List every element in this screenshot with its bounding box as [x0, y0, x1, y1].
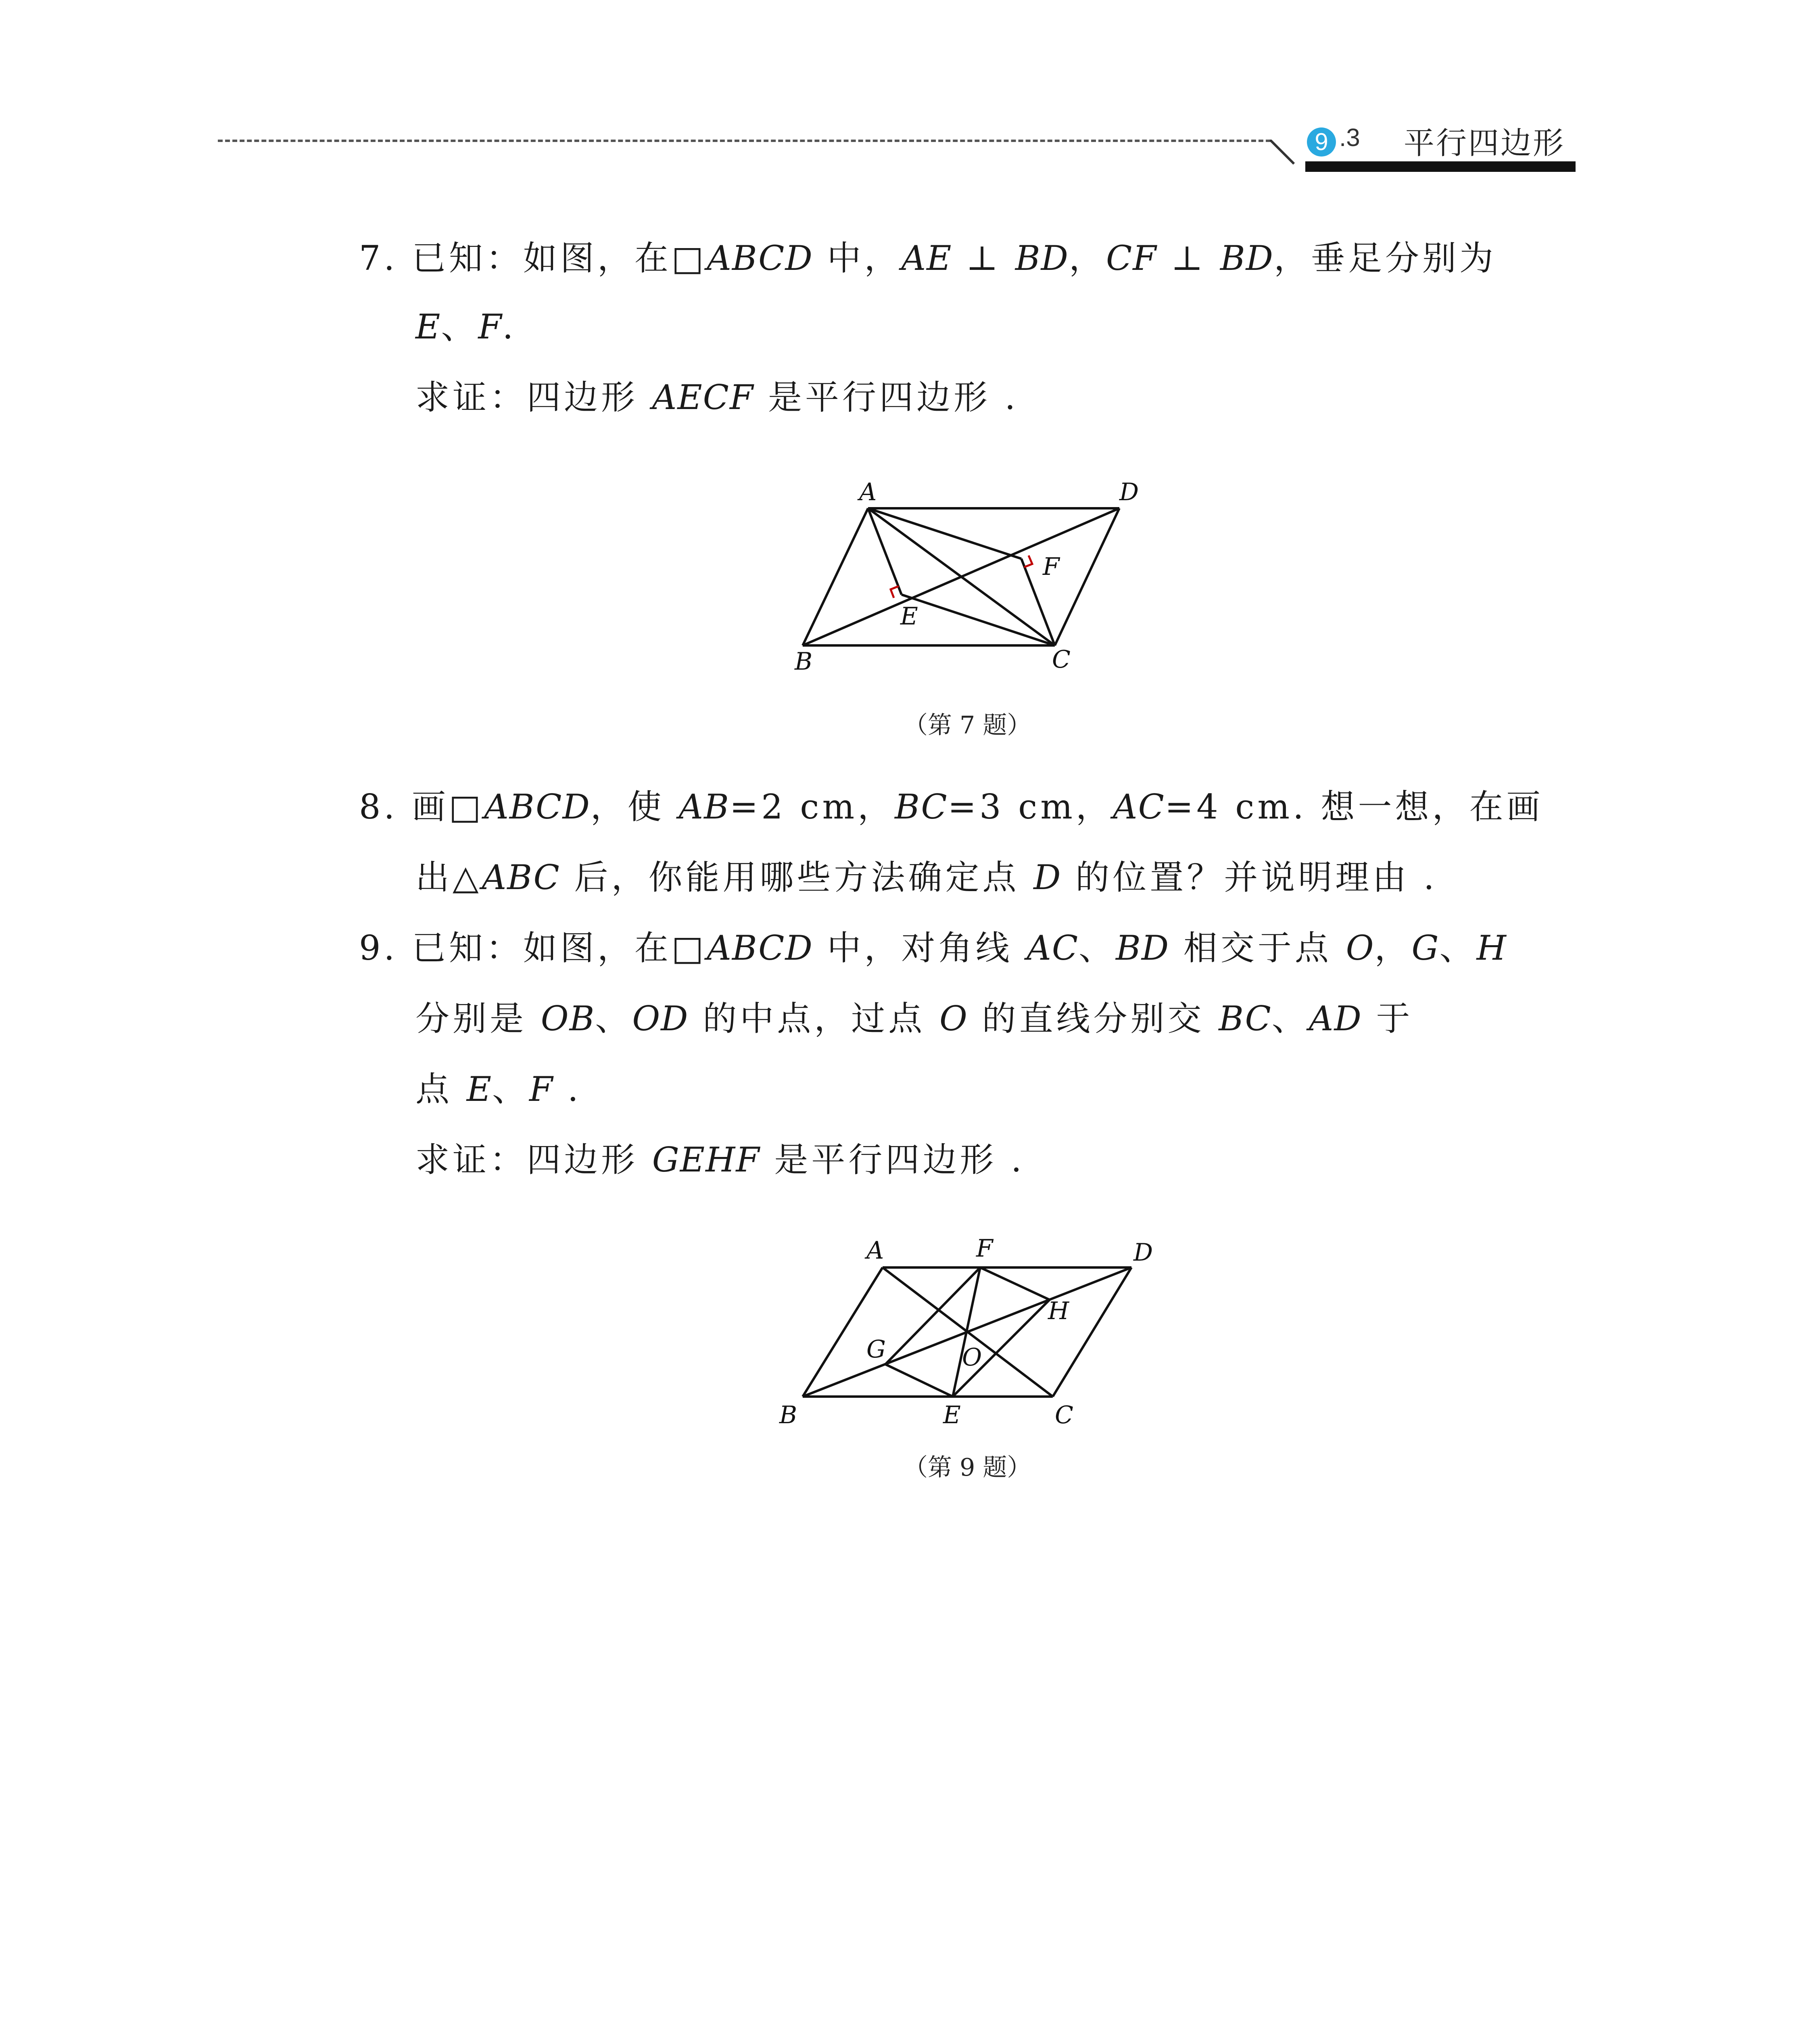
- fig7-label-d: D: [1119, 478, 1139, 506]
- fig7-label-e: E: [900, 602, 918, 631]
- q8-line1: 8. 画□ABCD，使 AB=2 cm，BC=3 cm，AC=4 cm. 想一想，在画: [359, 787, 1544, 827]
- fig9-edge-dc: [1053, 1267, 1131, 1397]
- q7-line1: 7. 已知：如图，在□ABCD 中，AE ⊥ BD，CF ⊥ BD，垂足分别为: [359, 238, 1497, 278]
- header-bar: [1305, 161, 1576, 172]
- fig9-line-ef: [953, 1267, 980, 1397]
- fig9-label-d: D: [1133, 1238, 1153, 1267]
- figure-7: [766, 468, 1178, 695]
- q7-line3: 求证：四边形 AECF 是平行四边形 .: [415, 378, 1019, 417]
- fig7-segment-af: [868, 508, 1021, 559]
- q8-line2: 出△ABC 后，你能用哪些方法确定点 D 的位置？并说明理由 .: [415, 858, 1438, 897]
- fig9-label-o: O: [962, 1343, 982, 1372]
- q9-line2: 分别是 OB、OD 的中点，过点 O 的直线分别交 BC、AD 于: [415, 999, 1413, 1038]
- fig7-edge-dc: [1055, 508, 1119, 645]
- q9-line4: 求证：四边形 GEHF 是平行四边形 .: [415, 1140, 1025, 1180]
- fig9-label-c: C: [1055, 1401, 1073, 1429]
- figure-7-caption: （第 7 题）: [904, 711, 1031, 739]
- fig9-label-a: A: [866, 1236, 884, 1265]
- figure-9-caption: （第 9 题）: [904, 1453, 1031, 1482]
- q9-line1: 9. 已知：如图，在□ABCD 中，对角线 AC、BD 相交于点 O，G、H: [359, 928, 1507, 968]
- fig7-label-b: B: [795, 647, 813, 676]
- fig9-label-b: B: [779, 1401, 797, 1429]
- fig9-edge-ab: [803, 1267, 883, 1397]
- fig7-diagonal-ac: [868, 508, 1055, 645]
- fig7-segment-ec: [902, 595, 1055, 645]
- fig9-label-h: H: [1048, 1297, 1069, 1325]
- figure-7-svg: [766, 468, 1178, 694]
- q9-line3: 点 E、F .: [415, 1069, 582, 1109]
- chapter-badge: 9: [1307, 127, 1336, 157]
- section-number: .3: [1339, 124, 1360, 152]
- fig7-label-a: A: [859, 478, 877, 506]
- q7-line2: E、F.: [415, 307, 517, 347]
- fig7-label-f: F: [1043, 553, 1060, 581]
- section-title: 平行四边形: [1404, 125, 1565, 161]
- header-dashed-rule: [218, 140, 1271, 142]
- figure-9: [766, 1218, 1178, 1446]
- figure-9-svg: [766, 1218, 1178, 1444]
- fig7-right-angle-f: [1024, 555, 1032, 567]
- fig9-label-g: G: [866, 1335, 886, 1363]
- fig7-right-angle-e: [891, 586, 899, 598]
- fig9-label-e: E: [943, 1401, 961, 1429]
- fig9-segment-eg: [885, 1364, 953, 1397]
- fig7-label-c: C: [1052, 645, 1071, 674]
- fig9-label-f: F: [976, 1234, 993, 1263]
- fig7-edge-ab: [803, 508, 868, 645]
- header-slash: [1270, 140, 1306, 168]
- fig9-segment-fh: [980, 1267, 1050, 1300]
